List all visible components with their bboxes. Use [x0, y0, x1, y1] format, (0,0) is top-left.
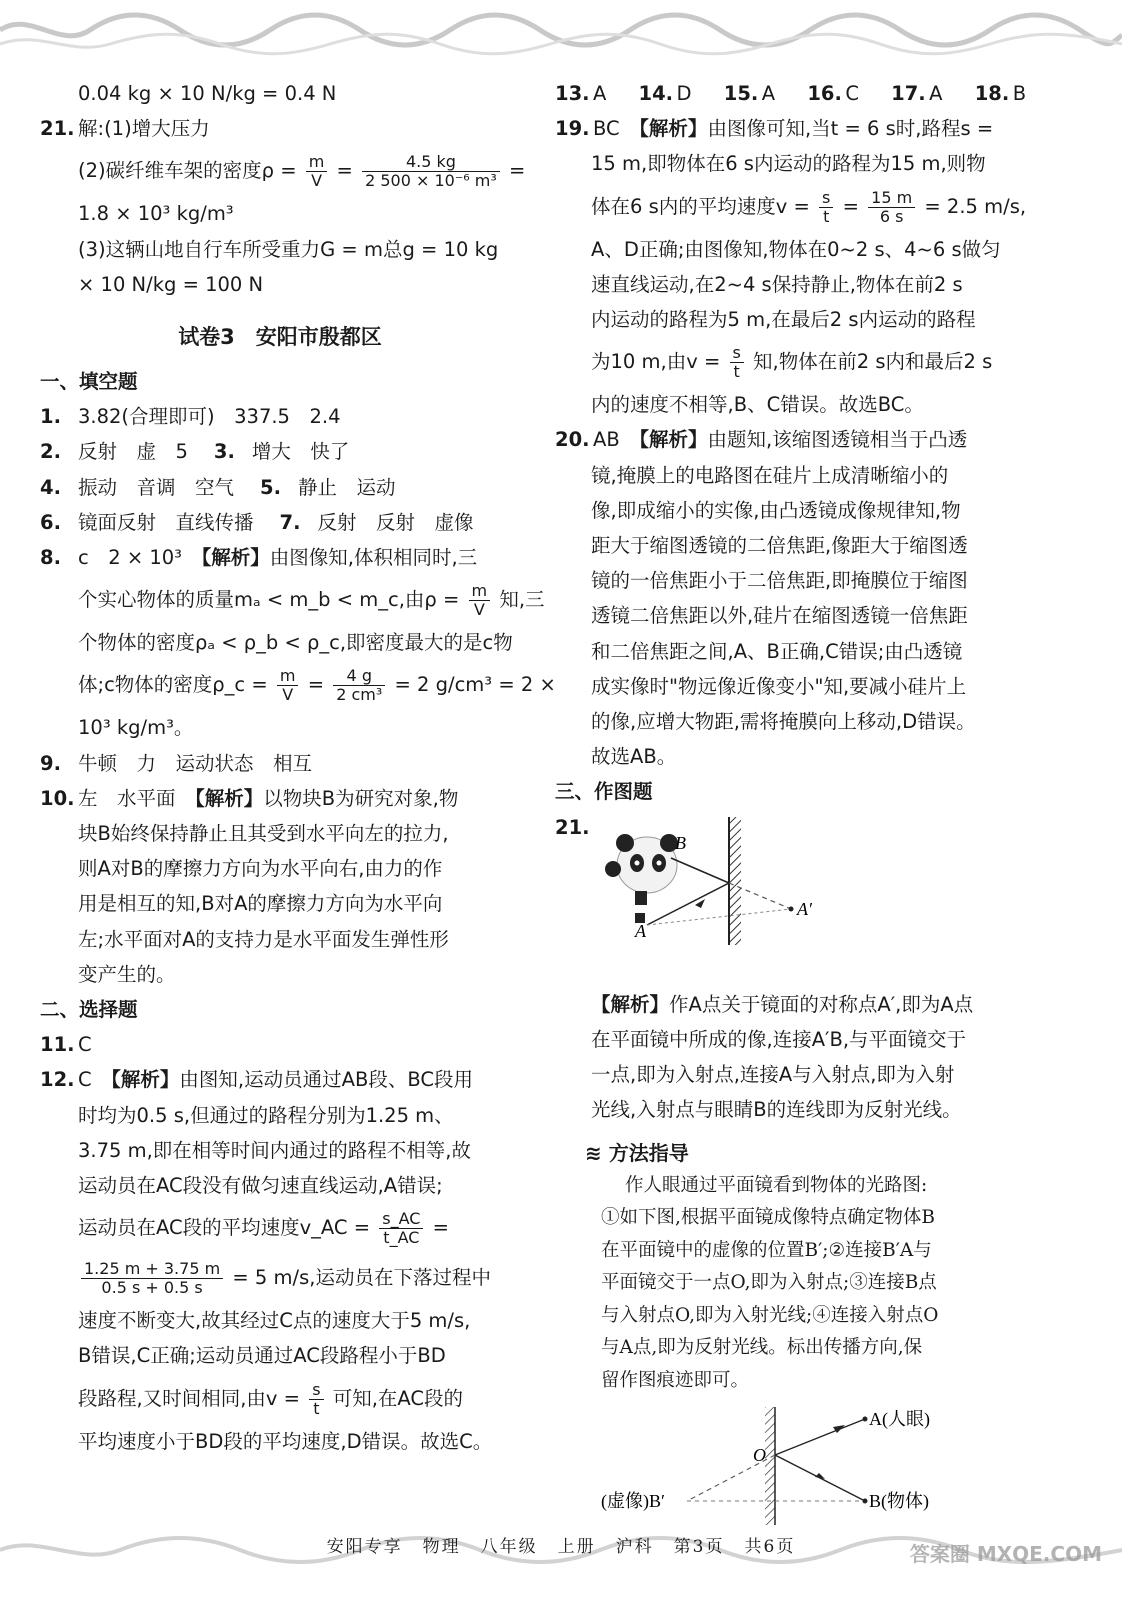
q20-line8: 成实像时"物远像近像变小"知,要减小硅片上 — [591, 674, 967, 698]
q10-line5: 左;水平面对A的支持力是水平面发生弹性形 — [78, 927, 449, 951]
right-column: 13. A 14. D 15. A 16. C 17. A 18. B 19. BC 【解析】由图像可知,当t = 6 s时,路程s = 15 m,即物体在6 s内运动的路程为15 m,则物 体在6 s内的平均速度v = $\frac{s}{t}$ = $\frac{15 m}{6 s}$ = 2.5 m/s, A、D正确;由图像知,物体在0~2 s、4~6 s做匀 速直线运动,在2~4 s保持静止,物体在前2 s 内运动的路程为5 m,在最后2 s内运动的路程 为10 m,由v = $\frac{s}{t}$ 知,物体在前2 s内和最后2 s 内的速度不相等,B、C错误。故选BC。 20. AB 【解析】由题知,该缩图透镜相当于凸透 镜,掩膜上的电路图在硅片上成清晰缩小的 像,即成缩小的实像,由凸透镜成像规律知,物 距大于缩图透镜的二倍焦距,像距大于缩图透 镜的一倍焦距小于二倍焦距,即掩膜位于缩图 透镜二倍焦距以外,硅片在缩图透镜一倍焦距 和二倍焦距之间,A、B正确,C错误;由凸透镜 成实像时"物远像近像变小"知,要减小硅片上 的像,应增大物距,需将掩膜向上移动,D错误。 故选AB。 三、作图题 21. B A A′ 【解析】作A点关于镜面的对称点A′,即为A点 在平面镜中所成的像,连接A′B,与平面镜交于 一点,即为入射点,连接A与入射点,即为入射 光线,入射点与眼睛B的连线即为反射光线。 ≋ 方法指导 作人眼通过平面镜看到物体的光路图: ①如下图,根据平面镜成像特点确定物体B 在平面镜中的虚像的位置B′;②连接B′A与 平面镜交于一点O,即为入射点;③连接B点 与入射点O,即为入射光线;④连接入射点O 与A点,即为反射光线。标出传播方向,保 留作图痕迹即可。 A(人眼) O (虚像)B′ B(物体) — [555, 76, 1033, 1547]
q21-analysis-3: 一点,即为入射点,连接A与入射点,即为入射 — [591, 1063, 955, 1087]
section-fill-in: 一、填空题 — [40, 370, 138, 394]
q21-right-number: 21. — [555, 815, 590, 839]
reflected-ray-2 — [775, 1419, 865, 1455]
method-mirror-diagram — [595, 1397, 1033, 1547]
mirror-hatching — [729, 817, 741, 945]
mirror-hatching-2 — [765, 1407, 775, 1525]
label-eye-A: A(人眼) — [869, 1409, 930, 1430]
q12-line3: 3.75 m,即在相等时间内通过的路程不相等,故 — [78, 1138, 472, 1162]
page-footer: 安阳专享 物理 八年级 上册 沪科 第3页 共6页 — [326, 1537, 796, 1557]
q6-answer: 镜面反射 直线传播 — [78, 510, 254, 534]
label-A-prime: A′ — [797, 898, 812, 919]
q10-line3: 则A对B的摩擦力方向为水平向右,由力的作 — [78, 857, 443, 881]
q12-line6: $\frac{1.25 m + 3.75 m}{0.5 s + 0.5 s}$ = 5 m/s,运动员在下落过程中 — [40, 1253, 520, 1303]
q20-answer: AB — [593, 428, 620, 452]
q19-line8: 内的速度不相等,B、C错误。故选BC。 — [591, 393, 924, 417]
section-drawing: 三、作图题 — [555, 780, 653, 804]
mirror-diagram-panda — [595, 832, 1033, 983]
watermark: 答案圈 MXQE.COM — [909, 1542, 1102, 1566]
method-line-3: 在平面镜中的虚像的位置B′;②连接B′A与 — [601, 1239, 932, 1261]
reflected-ray — [671, 858, 729, 883]
q19-line2: 15 m,即物体在6 s内运动的路程为15 m,则物 — [591, 152, 986, 176]
q10-line4: 用是相互的知,B对A的摩擦力方向为水平向 — [78, 892, 443, 916]
q20-line4: 距大于缩图透镜的二倍焦距,像距大于缩图透 — [591, 534, 968, 558]
method-line-4: 平面镜交于一点O,即为入射点;③连接B点 — [601, 1272, 937, 1294]
q2-answer: 反射 虚 5 — [78, 440, 188, 464]
q12-answer: C — [78, 1068, 92, 1092]
label-object-B: B(物体) — [869, 1491, 929, 1512]
q19-line7: 为10 m,由v = $\frac{s}{t}$ 知,物体在前2 s内和最后2 s — [591, 343, 993, 382]
q21-analysis: 作A点关于镜面的对称点A′,即为A点 — [669, 992, 974, 1016]
q1-answer: 3.82(合理即可) 337.5 2.4 — [78, 405, 341, 429]
exam-title: 试卷3 安阳市殷都区 — [178, 325, 382, 350]
q21-part3-cont: × 10 N/kg = 100 N — [78, 272, 264, 296]
fraction-density: $\frac{4.5 kg}{\text{2 500 × 10⁻⁶ m³}}$ — [362, 153, 500, 190]
q20-prev-line: 0.04 kg × 10 N/kg = 0.4 N — [78, 82, 337, 105]
panda-icon — [605, 834, 678, 923]
q20-line5: 镜的一倍焦距小于二倍焦距,即掩膜位于缩图 — [591, 569, 968, 593]
wave-icon: ≋ — [585, 1140, 602, 1165]
fraction-m-over-V: $\frac{m}{V}$ — [306, 153, 328, 190]
q21-density-result: 1.8 × 10³ kg/m³ — [78, 202, 234, 226]
method-line-1: 作人眼通过平面镜看到物体的光路图: — [625, 1174, 928, 1196]
q10-line2: 块B始终保持静止且其受到水平向左的拉力, — [78, 822, 449, 846]
q12-line5: 运动员在AC段的平均速度v_AC = $\frac{s\_AC}{t\_AC}$ = — [78, 1209, 449, 1248]
q12-line9: 段路程,又时间相同,由v = $\frac{s}{t}$ 可知,在AC段的 — [78, 1379, 464, 1418]
top-border-decoration — [0, 0, 1122, 60]
method-guide-title: ≋ 方法指导 — [585, 1140, 689, 1165]
section-multiple-choice: 二、选择题 — [40, 998, 138, 1022]
q21-part2: (2)碳纤维车架的密度ρ = $\frac{m}{V}$ = $\frac{4.5 kg}{\text{2 500 × 10⁻⁶ m³}}$ = — [78, 152, 526, 191]
q8-answer: c 2 × 10³ — [78, 546, 182, 570]
q12-line7: 速度不断变大,故其经过C点的速度大于5 m/s, — [78, 1309, 471, 1333]
q9-answer: 牛顿 力 运动状态 相互 — [78, 751, 313, 775]
q12-line2: 时均为0.5 s,但通过的路程分别为1.25 m、 — [78, 1103, 454, 1127]
q21-number: 21. — [40, 117, 75, 141]
q12-line4: 运动员在AC段没有做匀速直线运动,A错误; — [78, 1174, 443, 1198]
q21-part1: 解:(1)增大压力 — [78, 117, 210, 141]
panda-mirror-figure — [595, 813, 835, 949]
q12-line10: 平均速度小于BD段的平均速度,D错误。故选C。 — [78, 1429, 493, 1453]
q8-line5: 10³ kg/m³。 — [78, 716, 194, 740]
method-line-2: ①如下图,根据平面镜成像特点确定物体B — [601, 1207, 935, 1229]
q19-line3: 体在6 s内的平均速度v = $\frac{s}{t}$ = $\frac{15 m}{6 s}$ = 2.5 m/s, — [591, 187, 1027, 226]
method-guide-box — [585, 1136, 1033, 1398]
q19-answer: BC — [593, 117, 620, 141]
q20-line10: 故选AB。 — [591, 745, 677, 769]
q20-line3: 像,即成缩小的实像,由凸透镜成像规律知,物 — [591, 498, 961, 522]
q19-line5: 速直线运动,在2~4 s保持静止,物体在前2 s — [591, 272, 963, 296]
symmetry-line — [647, 909, 791, 925]
q19-line4: A、D正确;由图像知,物体在0~2 s、4~6 s做匀 — [591, 237, 1001, 261]
q11-answer: C — [78, 1033, 92, 1057]
q19-line6: 内运动的路程为5 m,在最后2 s内运动的路程 — [591, 308, 976, 332]
method-line-6: 与A点,即为反射光线。标出传播方向,保 — [601, 1337, 923, 1359]
q20-line9: 的像,应增大物距,需将掩膜向上移动,D错误。 — [591, 710, 976, 734]
label-O: O — [753, 1445, 766, 1466]
q21-analysis-2: 在平面镜中所成的像,连接A′B,与平面镜交于 — [591, 1028, 967, 1052]
q20-line7: 和二倍焦距之间,A、B正确,C错误;由凸透镜 — [591, 639, 963, 663]
method-line-7: 留作图痕迹即可。 — [601, 1369, 750, 1391]
q20-line2: 镜,掩膜上的电路图在硅片上成清晰缩小的 — [591, 463, 949, 487]
q4-answer: 振动 音调 空气 — [78, 475, 235, 499]
q3-answer: 增大 快了 — [251, 440, 350, 464]
mc-answers-row: 13. A 14. D 15. A 16. C 17. A 18. B — [555, 82, 1027, 105]
q20-line6: 透镜二倍焦距以外,硅片在缩图透镜一倍焦距 — [591, 604, 968, 628]
q8-line3: 个物体的密度ρₐ < ρ_b < ρ_c,即密度最大的是c物 — [78, 631, 513, 655]
q12-line8: B错误,C正确;运动员通过AC段路程小于BD — [78, 1344, 446, 1368]
q7-answer: 反射 反射 虚像 — [317, 510, 474, 534]
q8-line2: 个实心物体的质量mₐ < m_b < m_c,由ρ = $\frac{m}{V}$ 知,三 — [78, 581, 545, 620]
label-A: A — [635, 920, 646, 941]
q10-line6: 变产生的。 — [78, 962, 176, 986]
q21-analysis-4: 光线,入射点与眼睛B的连线即为反射光线。 — [591, 1098, 962, 1122]
q5-answer: 静止 运动 — [298, 475, 396, 499]
label-B: B — [675, 832, 686, 853]
q8-line4: 体;c物体的密度ρ_c = $\frac{m}{V}$ = $\frac{4 g}{\text{2 cm³}}$ = 2 g/cm³ = 2 × — [78, 666, 556, 705]
q21-part3: (3)这辆山地自行车所受重力G = m总g = 10 kg — [78, 237, 499, 261]
q10-answer: 左 水平面 — [78, 786, 176, 810]
method-line-5: 与入射点O,即为入射光线;④连接入射点O — [601, 1304, 939, 1326]
label-virtual-B: (虚像)B′ — [601, 1491, 665, 1512]
left-column: 0.04 kg × 10 N/kg = 0.4 N 21. 解:(1)增大压力 (2)碳纤维车架的密度ρ = $\frac{m}{V}$ = $\frac{4.5 kg}{\text{2 500 × 10⁻⁶ m³}}$ = 1.8 × 10³ kg/m³ (3)这辆山地自行车所受重力G = m总g = 10 kg × 10 N/kg = 100 N 试卷3 安阳市殷都区 一、填空题 1. 3.82(合理即可) 337.5 2.4 2. 反射 虚 5 3. 增大 快了 4. 振动 音调 空气 5. 静止 运动 6. 镜面反射 直线传播 7. 反射 反射 虚像 8. c 2 × 10³ 【解析】由图像知,体积相同时,三 个实心物体的质量mₐ < m_b < m_c,由ρ = $\frac{m}{V}$ 知,三 个物体的密度ρₐ < ρ_b < ρ_c,即密度最大的是c物 体;c物体的密度ρ_c = $\frac{m}{V}$ = $\frac{4 g}{\text{2 cm³}}$ = 2 g/cm³ = 2 × 10³ kg/m³。 9. 牛顿 力 运动状态 相互 10. 左 水平面 【解析】以物块B为研究对象,物 块B始终保持静止且其受到水平向左的拉力, 则A对B的摩擦力方向为水平向右,由力的作 用是相互的知,B对A的摩擦力方向为水平向 左;水平面对A的支持力是水平面发生弹性形 变产生的。 二、选择题 11. C 12. C 【解析】由图知,运动员通过AB段、BC段用 时均为0.5 s,但通过的路程分别为1.25 m、 3.75 m,即在相等时间内通过的路程不相等,故 运动员在AC段没有做匀速直线运动,A错误; 运动员在AC段的平均速度v_AC = $\frac{s\_AC}{t\_AC}$ = $\frac{1.25 m + 3.75 m}{0.5 s + 0.5 s}$ = 5 m/s,运动员在下落过程中 速度不断变大,故其经过C点的速度大于5 m/s, B错误,C正确;运动员通过AC段路程小于BD 段路程,又时间相同,由v = $\frac{s}{t}$ 可知,在AC段的 平均速度小于BD段的平均速度,D错误。故选C。 — [40, 76, 520, 1459]
